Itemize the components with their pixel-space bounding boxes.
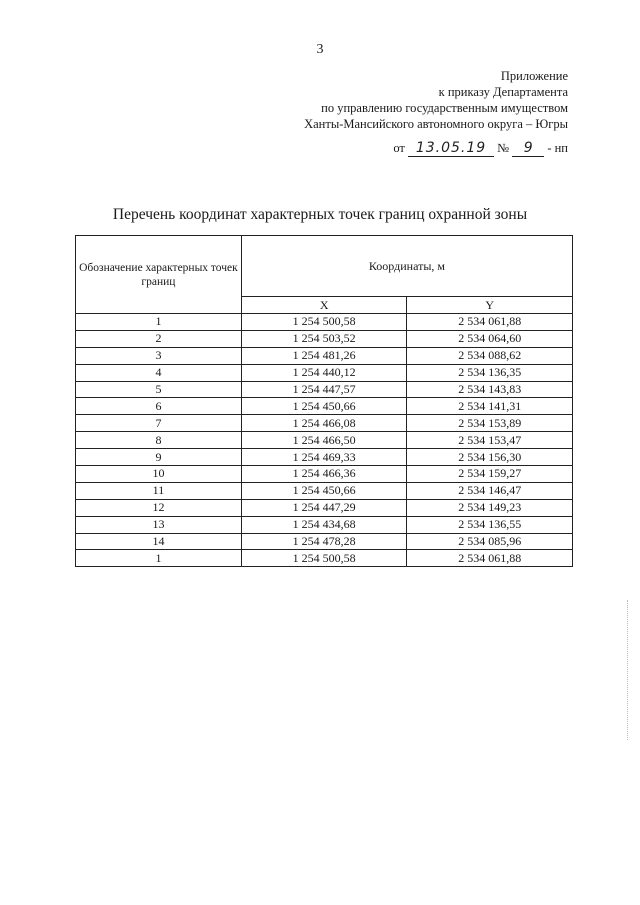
point-cell: 2 [76,330,242,347]
table-row [76,499,573,516]
x-cell: 1 254 466,08 [241,415,407,432]
x-cell: 1 254 503,52 [241,330,407,347]
page-number: 3 [316,42,324,57]
coordinates-header: Координаты, м [241,236,572,297]
table-row [76,398,573,415]
x-cell: 1 254 469,33 [241,449,407,466]
y-cell: 2 534 136,35 [407,364,573,381]
table-row [76,449,573,466]
table-row [76,482,573,499]
table-row [76,466,573,483]
order-date: 13.05.19 [408,140,494,157]
x-cell: 1 254 440,12 [241,364,407,381]
x-cell: 1 254 434,68 [241,516,407,533]
header-line: Ханты-Мансийского автономного округа – Югры [304,117,568,131]
point-cell: 14 [76,533,242,550]
point-name-header: Обозначение характерных точек границ [76,236,242,314]
header-line: по управлению государственным имуществом [321,101,568,115]
order-suffix: - нп [547,141,568,155]
point-cell: 3 [76,347,242,364]
point-cell: 1 [76,550,242,567]
x-cell: 1 254 447,29 [241,499,407,516]
y-cell: 2 534 146,47 [407,482,573,499]
point-cell: 9 [76,449,242,466]
header-line: к приказу Департамента [438,85,568,99]
margin-marks [626,600,628,740]
point-cell: 7 [76,415,242,432]
y-cell: 2 534 156,30 [407,449,573,466]
point-cell: 8 [76,432,242,449]
y-cell: 2 534 153,47 [407,432,573,449]
y-cell: 2 534 088,62 [407,347,573,364]
point-cell: 6 [76,398,242,415]
table-row [76,432,573,449]
table-row [76,550,573,567]
point-cell: 12 [76,499,242,516]
x-cell: 1 254 500,58 [241,314,407,331]
table-row [76,364,573,381]
y-cell: 2 534 085,96 [407,533,573,550]
table-row [76,347,573,364]
order-reference [393,140,568,157]
table-row [76,330,573,347]
x-cell: 1 254 450,66 [241,482,407,499]
y-cell: 2 534 143,83 [407,381,573,398]
x-cell: 1 254 466,50 [241,432,407,449]
table-row [76,415,573,432]
appendix-header [304,68,568,132]
x-cell: 1 254 478,28 [241,533,407,550]
y-cell: 2 534 153,89 [407,415,573,432]
y-cell: 2 534 141,31 [407,398,573,415]
point-cell: 5 [76,381,242,398]
table-row [76,314,573,331]
table-row [76,381,573,398]
point-cell: 11 [76,482,242,499]
table-body [76,314,573,567]
coordinates-table [75,235,573,567]
x-cell: 1 254 447,57 [241,381,407,398]
y-cell: 2 534 061,88 [407,314,573,331]
y-cell: 2 534 064,60 [407,330,573,347]
x-header: X [241,297,407,314]
y-cell: 2 534 149,23 [407,499,573,516]
y-cell: 2 534 136,55 [407,516,573,533]
y-cell: 2 534 159,27 [407,466,573,483]
order-number: 9 [512,140,544,157]
order-number-label: № [497,141,510,155]
point-cell: 4 [76,364,242,381]
document-title: Перечень координат характерных точек границ охранной зоны [112,206,528,223]
y-header: Y [407,297,573,314]
point-cell: 10 [76,466,242,483]
x-cell: 1 254 481,26 [241,347,407,364]
table-row [76,533,573,550]
point-cell: 1 [76,314,242,331]
x-cell: 1 254 450,66 [241,398,407,415]
point-cell: 13 [76,516,242,533]
order-date-prefix: от [393,141,405,155]
x-cell: 1 254 500,58 [241,550,407,567]
x-cell: 1 254 466,36 [241,466,407,483]
y-cell: 2 534 061,88 [407,550,573,567]
table-row [76,516,573,533]
header-line: Приложение [500,69,568,83]
